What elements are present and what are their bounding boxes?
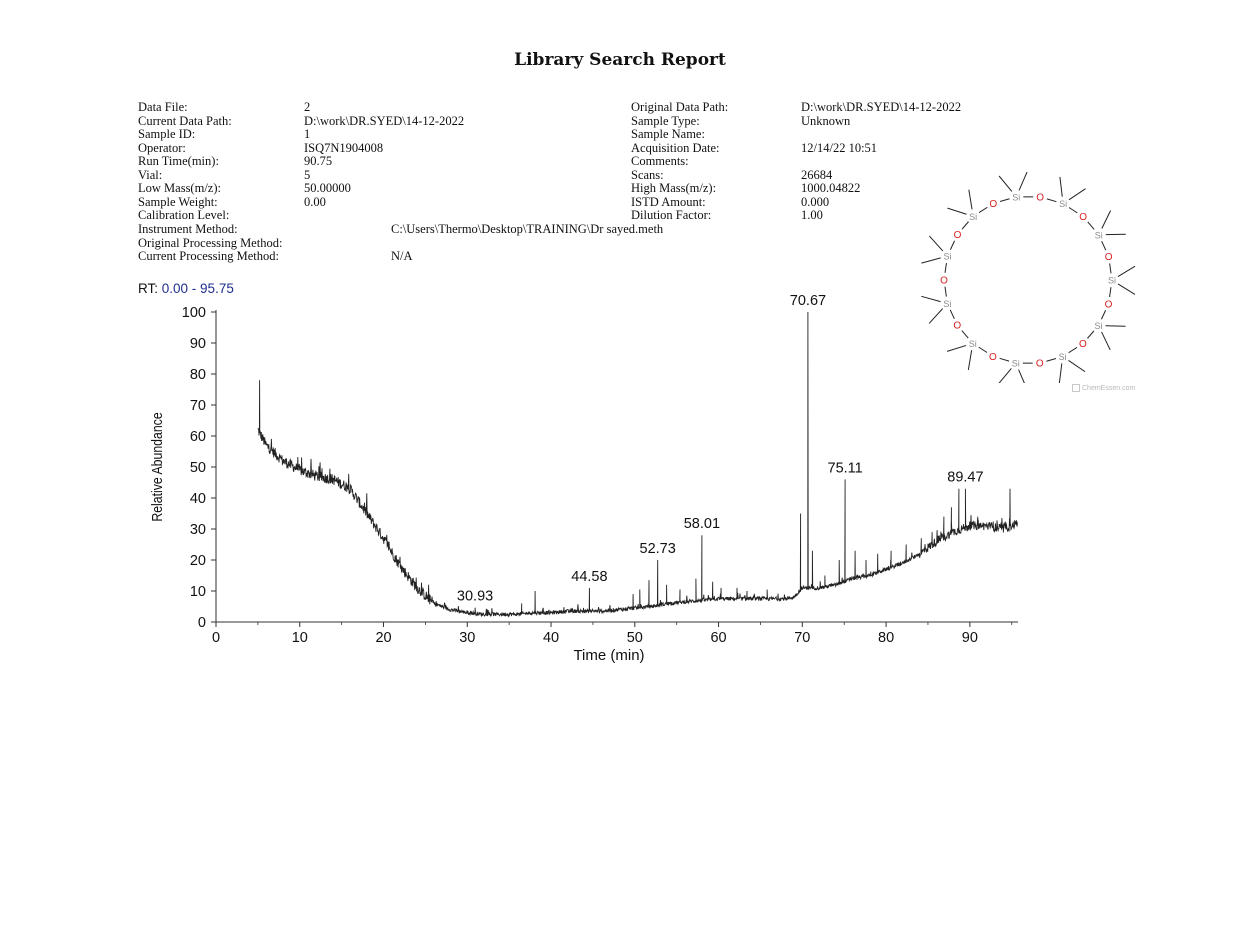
methyl-bond <box>969 190 972 210</box>
y-tick-label: 100 <box>181 305 206 321</box>
metadata-label: Acquisition Date: <box>631 140 720 155</box>
silicon-atom-label: Si <box>969 211 978 222</box>
metadata-value: 2 <box>304 100 311 114</box>
ring-bond <box>1000 358 1009 361</box>
metadata-label: Operator: <box>138 140 186 155</box>
methyl-bond <box>999 176 1012 191</box>
oxygen-atom-label: O <box>989 351 997 363</box>
methyl-bond <box>1059 363 1061 383</box>
silicon-atom-label: Si <box>1107 275 1117 286</box>
chart-trace <box>258 312 1018 616</box>
instrument-method-label: Instrument Method: <box>138 222 238 236</box>
cyclosiloxane-structure <box>920 168 1150 383</box>
ring-bond <box>1110 287 1111 297</box>
oxygen-atom-label: O <box>1036 192 1045 204</box>
metadata-value: 0.00 <box>304 194 326 209</box>
peak-label: 89.47 <box>947 469 984 486</box>
methyl-bond <box>1060 177 1062 197</box>
y-tick-label: 50 <box>189 460 206 476</box>
methyl-bond <box>999 368 1012 383</box>
ring-bond <box>950 241 954 250</box>
y-tick-label: 90 <box>189 336 206 352</box>
current-processing-value: N/A <box>391 249 413 263</box>
oxygen-atom-label: O <box>989 198 998 210</box>
metadata-label: Sample Weight: <box>138 194 218 209</box>
x-tick-label: 20 <box>375 630 392 646</box>
y-tick-label: 40 <box>189 491 206 507</box>
rt-label: RT: <box>138 281 159 296</box>
peak-label: 44.58 <box>571 568 608 585</box>
silicon-atom-label: Si <box>1012 192 1021 203</box>
metadata-label: Sample Type: <box>631 113 700 128</box>
metadata-label: Dilution Factor: <box>631 208 712 222</box>
ring-bond <box>1101 310 1105 319</box>
ring-bond <box>1047 199 1056 202</box>
ring-bond <box>962 331 968 339</box>
methyl-bond <box>947 208 966 214</box>
silicon-atom-label: Si <box>943 298 952 309</box>
original-processing-label: Original Processing Method: <box>138 235 283 250</box>
watermark-text: ChemEssen.com <box>1082 384 1136 392</box>
silicon-atom-label: Si <box>943 251 952 262</box>
oxygen-atom-label: O <box>953 320 962 332</box>
oxygen-atom-label: O <box>1104 252 1113 264</box>
peak-label: 70.67 <box>789 293 827 309</box>
methyl-bond <box>1118 284 1135 295</box>
metadata-label: Run Time(min): <box>138 154 219 168</box>
oxygen-atom-label: O <box>940 275 948 287</box>
metadata-label: Vial: <box>138 167 163 182</box>
metadata-label: High Mass(m/z): <box>631 181 717 195</box>
oxygen-atom-label: O <box>1104 299 1113 311</box>
methyl-bond <box>1019 172 1027 190</box>
y-axis-title: Relative Abundance <box>148 412 166 522</box>
x-tick-label: 60 <box>710 630 727 646</box>
y-tick-label: 60 <box>189 429 206 445</box>
report-title: Library Search Report <box>514 50 726 70</box>
ring-bond <box>1069 347 1077 352</box>
metadata-label: ISTD Amount: <box>631 194 706 209</box>
x-tick-label: 50 <box>626 630 643 646</box>
metadata-label: Comments: <box>631 154 689 168</box>
ring-bond <box>979 347 987 352</box>
x-tick-label: 0 <box>211 630 221 646</box>
instrument-method-value: C:\Users\Thermo\Desktop\TRAINING\Dr sayed.meth <box>391 222 664 236</box>
chromatogram-line <box>258 312 1018 616</box>
methyl-bond <box>1102 211 1111 229</box>
current-processing-label: Current Processing Method: <box>138 249 279 263</box>
silicon-atom-label: Si <box>1094 230 1103 241</box>
metadata-label: Scans: <box>631 167 664 182</box>
metadata-value: 1000.04822 <box>801 181 861 195</box>
metadata-label: Calibration Level: <box>138 208 230 222</box>
methyl-bond <box>1069 189 1086 200</box>
x-tick-label: 70 <box>794 630 811 646</box>
oxygen-atom-label: O <box>953 229 962 241</box>
metadata-label: Sample Name: <box>631 127 705 141</box>
metadata-value: 50.00000 <box>304 181 351 195</box>
x-tick-label: 90 <box>961 630 978 646</box>
y-tick-label: 20 <box>189 553 206 569</box>
x-tick-label: 10 <box>291 630 308 646</box>
chart-labels <box>457 293 984 605</box>
x-tick-label: 30 <box>459 630 476 646</box>
methyl-bond <box>947 345 966 351</box>
metadata-value: 5 <box>304 167 311 182</box>
methyl-bond <box>1019 370 1027 383</box>
rt-range-value: 0.00 - 95.75 <box>161 281 234 296</box>
silicon-atom-label: Si <box>1058 352 1067 363</box>
oxygen-atom-label: O <box>1035 358 1044 370</box>
methyl-bond <box>921 296 940 301</box>
silicon-atom-label: Si <box>968 338 977 349</box>
metadata-label: Original Data Path: <box>631 100 729 114</box>
metadata-label: Low Mass(m/z): <box>138 181 221 195</box>
methyl-bond <box>929 309 942 324</box>
metadata-value: 0.000 <box>801 194 830 209</box>
peak-label: 30.93 <box>456 588 494 605</box>
ring-bond <box>945 287 946 297</box>
oxygen-atom-label: O <box>1078 339 1087 351</box>
ring-bond <box>1110 263 1111 273</box>
y-tick-label: 80 <box>189 367 206 383</box>
metadata-value: D:\work\DR.SYED\14-12-2022 <box>304 113 465 128</box>
ring-bond <box>1069 207 1077 212</box>
chemessen-watermark <box>1072 384 1135 392</box>
x-tick-label: 80 <box>878 630 895 646</box>
ring-bond <box>962 222 969 229</box>
y-tick-label: 10 <box>189 584 206 600</box>
peak-label: 75.11 <box>827 460 863 477</box>
metadata-label: Data File: <box>138 100 188 114</box>
metadata-value: 26684 <box>801 167 833 182</box>
methyl-bond <box>1102 332 1111 350</box>
ring-bond <box>945 263 946 273</box>
ring-bond <box>1087 331 1094 338</box>
metadata-value: 90.75 <box>304 154 333 168</box>
metadata-value: ISQ7N1904008 <box>304 140 384 155</box>
metadata-value: 1.00 <box>801 208 823 222</box>
methyl-bond <box>921 258 940 263</box>
ring-bond <box>1088 222 1094 230</box>
metadata-value: 1 <box>304 127 311 141</box>
ring-bond <box>979 207 987 212</box>
methyl-bond <box>1068 360 1085 371</box>
silicon-atom-label: Si <box>1059 199 1068 210</box>
metadata-value: 12/14/22 10:51 <box>801 140 878 155</box>
peak-label: 58.01 <box>683 516 721 533</box>
metadata-label: Sample ID: <box>138 127 196 141</box>
x-tick-label: 40 <box>542 630 560 646</box>
ring-bond <box>1000 199 1010 202</box>
oxygen-atom-label: O <box>1079 212 1088 224</box>
ring-bond <box>1102 241 1106 250</box>
methyl-bond <box>1118 266 1135 276</box>
metadata-value: D:\work\DR.SYED\14-12-2022 <box>801 100 962 114</box>
metadata-value: Unknown <box>801 113 851 128</box>
ring-bond <box>1046 358 1056 361</box>
silicon-atom-label: Si <box>1011 358 1020 369</box>
peak-label: 52.73 <box>639 541 676 557</box>
x-axis-title: Time (min) <box>573 647 645 664</box>
y-tick-label: 30 <box>189 522 206 538</box>
y-tick-label: 70 <box>189 398 206 414</box>
silicon-atom-label: Si <box>1094 321 1103 332</box>
watermark-logo-icon <box>1072 384 1080 392</box>
ring-bond <box>950 310 954 319</box>
metadata-label: Current Data Path: <box>138 113 232 128</box>
methyl-bond <box>968 350 971 370</box>
methyl-bond <box>929 236 942 251</box>
y-tick-label: 0 <box>197 615 206 631</box>
